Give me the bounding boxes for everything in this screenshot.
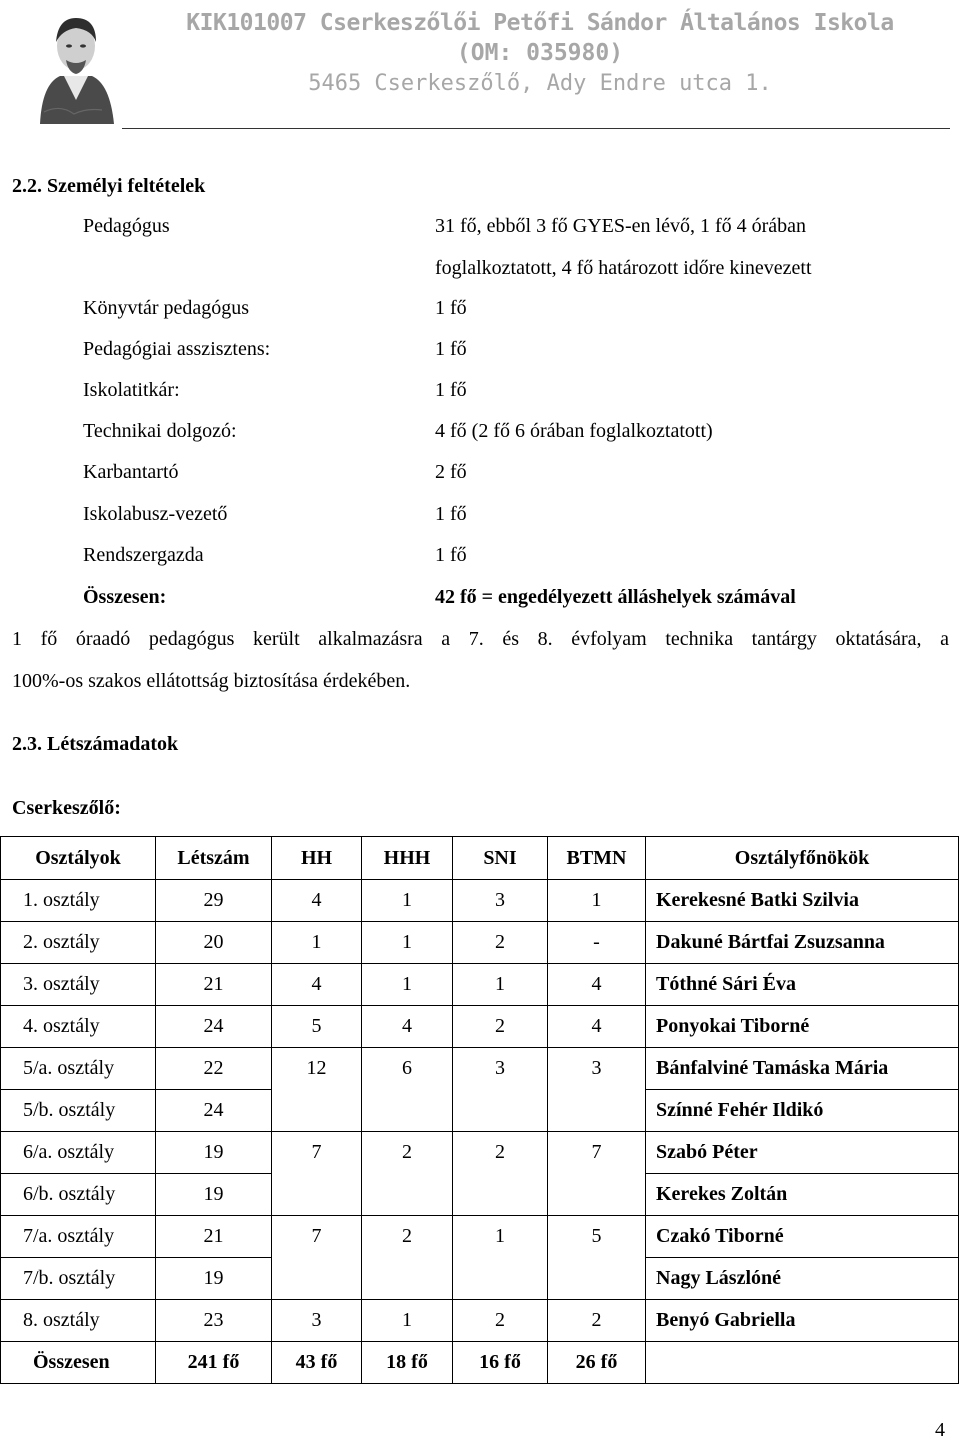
table-row	[1, 964, 959, 1006]
class-cell: 7/a. osztály	[1, 1216, 156, 1258]
teacher-cell: Szabó Péter	[646, 1132, 959, 1174]
teacher-cell: Nagy Lászlóné	[646, 1258, 959, 1300]
table-row	[1, 1216, 959, 1258]
school-om-id: (OM: 035980)	[456, 40, 624, 66]
staff-value: 1 fő	[435, 503, 467, 525]
hh-cell: 4	[272, 964, 362, 1006]
count-cell: 20	[156, 922, 272, 964]
table-row	[1, 1132, 959, 1174]
btmn-cell: 4	[548, 1006, 646, 1048]
count-cell: 24	[156, 1090, 272, 1132]
hhh-cell: 1	[362, 1300, 453, 1342]
staff-value: 31 fő, ebből 3 fő GYES-en lévő, 1 fő 4 órában	[435, 215, 807, 237]
teacher-cell: Színné Fehér Ildikó	[646, 1090, 959, 1132]
sni-cell: 2	[453, 1300, 548, 1342]
staff-value: 1 fő	[435, 379, 467, 401]
headcount-table	[0, 836, 959, 1384]
teacher-cell: Tóthné Sári Éva	[646, 964, 959, 1006]
btmn-cell: 5	[548, 1216, 646, 1300]
total-teacher-cell	[646, 1342, 959, 1384]
class-cell: 8. osztály	[1, 1300, 156, 1342]
header-divider	[122, 128, 950, 129]
table-row	[1, 922, 959, 964]
count-cell: 29	[156, 880, 272, 922]
staff-value: 1 fő	[435, 544, 467, 566]
btmn-cell: 4	[548, 964, 646, 1006]
column-header: Létszám	[156, 837, 272, 880]
section-title-headcount: 2.3. Létszámadatok	[12, 733, 179, 755]
column-header: Osztályfőnökök	[646, 837, 959, 880]
staff-value-continued: foglalkoztatott, 4 fő határozott időre kinevezett	[435, 257, 812, 279]
class-cell: 2. osztály	[1, 922, 156, 964]
staff-label: Rendszergazda	[83, 544, 204, 566]
count-cell: 22	[156, 1048, 272, 1090]
staff-label: Technikai dolgozó:	[83, 420, 237, 442]
staff-label: Pedagógus	[83, 215, 170, 237]
hhh-cell: 2	[362, 1132, 453, 1216]
teacher-cell: Benyó Gabriella	[646, 1300, 959, 1342]
total-count-cell: 241 fő	[156, 1342, 272, 1384]
class-cell: 6/a. osztály	[1, 1132, 156, 1174]
count-cell: 19	[156, 1174, 272, 1216]
count-cell: 19	[156, 1258, 272, 1300]
teacher-cell: Bánfalviné Tamáska Mária	[646, 1048, 959, 1090]
hh-cell: 1	[272, 922, 362, 964]
btmn-cell: 3	[548, 1048, 646, 1132]
class-cell: 6/b. osztály	[1, 1174, 156, 1216]
class-cell: 1. osztály	[1, 880, 156, 922]
staff-value: 4 fő (2 fő 6 órában foglalkoztatott)	[435, 420, 713, 442]
column-header: Osztályok	[1, 837, 156, 880]
count-cell: 19	[156, 1132, 272, 1174]
hhh-cell: 2	[362, 1216, 453, 1300]
school-name: KIK101007 Cserkeszőlői Petőfi Sándor Általános Iskola	[186, 10, 894, 36]
staff-value: 2 fő	[435, 461, 467, 483]
total-sni-cell: 16 fő	[453, 1342, 548, 1384]
class-cell: 3. osztály	[1, 964, 156, 1006]
total-btmn-cell: 26 fő	[548, 1342, 646, 1384]
btmn-cell: 7	[548, 1132, 646, 1216]
count-cell: 21	[156, 964, 272, 1006]
staff-label: Iskolatitkár:	[83, 379, 180, 401]
staff-value: 1 fő	[435, 338, 467, 360]
total-hhh-cell: 18 fő	[362, 1342, 453, 1384]
sni-cell: 3	[453, 1048, 548, 1132]
table-row	[1, 1048, 959, 1090]
staff-label: Könyvtár pedagógus	[83, 297, 250, 319]
count-cell: 21	[156, 1216, 272, 1258]
class-cell: 7/b. osztály	[1, 1258, 156, 1300]
school-address: 5465 Cserkeszőlő, Ady Endre utca 1.	[308, 71, 772, 96]
hhh-cell: 6	[362, 1048, 453, 1132]
teacher-cell: Kerekes Zoltán	[646, 1174, 959, 1216]
hhh-cell: 4	[362, 1006, 453, 1048]
sni-cell: 1	[453, 964, 548, 1006]
staff-note-line-2: 100%-os szakos ellátottság biztosítása érdekében.	[12, 670, 411, 692]
teacher-cell: Kerekesné Batki Szilvia	[646, 880, 959, 922]
teacher-cell: Dakuné Bártfai Zsuzsanna	[646, 922, 959, 964]
table-header-row	[1, 837, 959, 880]
class-cell: 5/a. osztály	[1, 1048, 156, 1090]
hh-cell: 5	[272, 1006, 362, 1048]
staff-value: 1 fő	[435, 297, 467, 319]
class-cell: 4. osztály	[1, 1006, 156, 1048]
table-row	[1, 880, 959, 922]
sni-cell: 1	[453, 1216, 548, 1300]
sni-cell: 2	[453, 922, 548, 964]
letterhead	[0, 0, 960, 135]
teacher-cell: Ponyokai Tiborné	[646, 1006, 959, 1048]
column-header: SNI	[453, 837, 548, 880]
count-cell: 24	[156, 1006, 272, 1048]
class-cell: 5/b. osztály	[1, 1090, 156, 1132]
table-row	[1, 1300, 959, 1342]
petofi-portrait-image	[30, 4, 122, 124]
total-label-cell: Összesen	[1, 1342, 156, 1384]
staff-label: Karbantartó	[83, 461, 179, 483]
count-cell: 23	[156, 1300, 272, 1342]
column-header: BTMN	[548, 837, 646, 880]
sni-cell: 3	[453, 880, 548, 922]
teacher-cell: Czakó Tiborné	[646, 1216, 959, 1258]
table-total-row	[1, 1342, 959, 1384]
hhh-cell: 1	[362, 880, 453, 922]
total-hh-cell: 43 fő	[272, 1342, 362, 1384]
staff-label: Pedagógiai asszisztens:	[83, 338, 271, 360]
column-header: HHH	[362, 837, 453, 880]
section-title-staff: 2.2. Személyi feltételek	[12, 175, 206, 197]
hh-cell: 3	[272, 1300, 362, 1342]
btmn-cell: 1	[548, 880, 646, 922]
sni-cell: 2	[453, 1132, 548, 1216]
hh-cell: 4	[272, 880, 362, 922]
hhh-cell: 1	[362, 922, 453, 964]
btmn-cell: -	[548, 922, 646, 964]
staff-note-text: 1 fő óraadó pedagógus került alkalmazásra a 7. és 8. évfolyam technika tantárgy oktatására, a	[12, 628, 949, 650]
hhh-cell: 1	[362, 964, 453, 1006]
column-header: HH	[272, 837, 362, 880]
hh-cell: 12	[272, 1048, 362, 1132]
hh-cell: 7	[272, 1216, 362, 1300]
table-row	[1, 1006, 959, 1048]
page-number: 4	[935, 1419, 945, 1441]
hh-cell: 7	[272, 1132, 362, 1216]
location-heading: Cserkeszőlő:	[12, 797, 121, 819]
sni-cell: 2	[453, 1006, 548, 1048]
staff-total-value: 42 fő = engedélyezett álláshelyek számával	[435, 586, 796, 608]
staff-label: Iskolabusz-vezető	[83, 503, 228, 525]
btmn-cell: 2	[548, 1300, 646, 1342]
staff-total-label: Összesen:	[83, 586, 167, 608]
